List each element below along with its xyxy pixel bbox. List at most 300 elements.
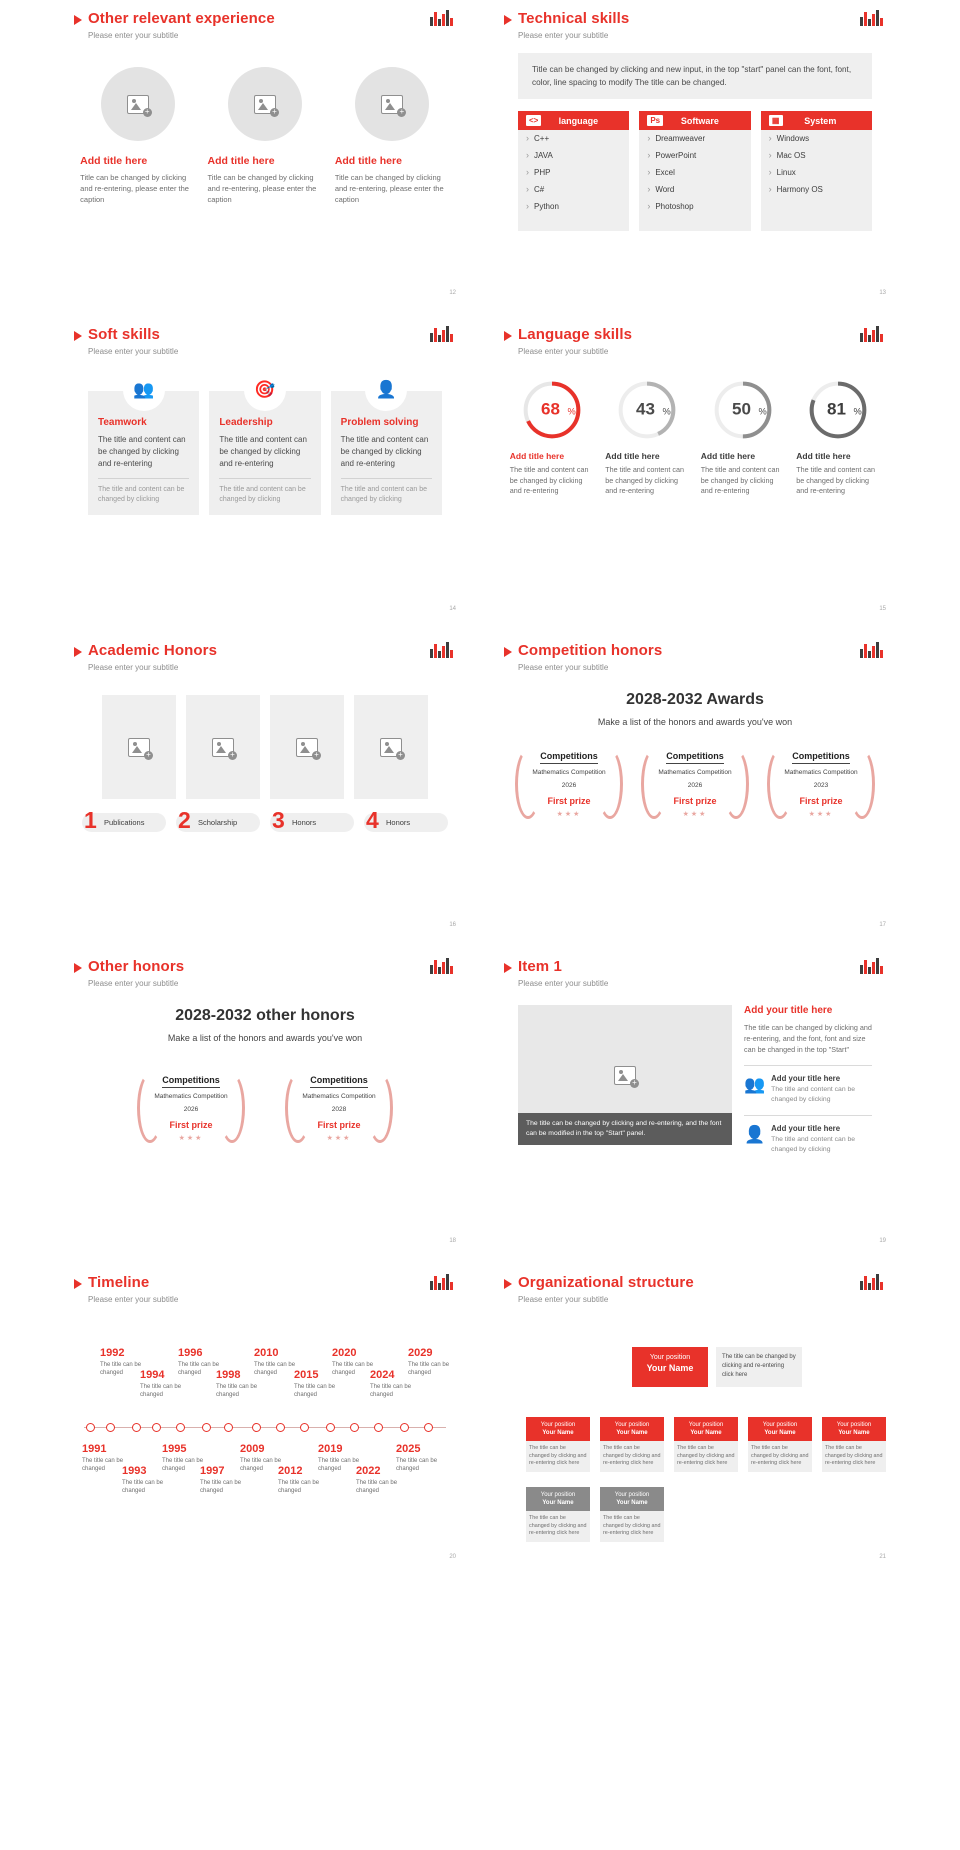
org-body: The title can be changed by clicking and re-entering click here <box>600 1511 664 1542</box>
item-body: The title and content can be changed by clicking and re-entering <box>700 465 780 495</box>
team-icon: 👥 <box>123 369 165 411</box>
org-body: The title can be changed by clicking and re-entering click here <box>526 1511 590 1542</box>
brand-logo-icon <box>860 8 886 26</box>
page-number: 20 <box>449 1554 456 1560</box>
award-badge[interactable] <box>639 743 751 825</box>
column-body: Title can be changed by clicking and re-entering, please enter the caption <box>334 173 444 204</box>
honor-text: Scholarship <box>198 818 238 827</box>
item-heading: Add your title here <box>744 1005 833 1016</box>
svg-text:43: 43 <box>636 399 656 419</box>
language-skill-item[interactable] <box>605 379 689 497</box>
honor-text: Publications <box>104 818 145 827</box>
item-body: The title and content can be changed by clicking and re-entering <box>605 465 684 495</box>
list-item[interactable]: › Photoshop <box>639 198 750 215</box>
triangle-icon <box>504 963 512 973</box>
page-subtitle: Please enter your subtitle <box>88 1295 179 1304</box>
page-subtitle: Please enter your subtitle <box>88 663 179 672</box>
card-body: The title and content can be changed by clicking and re-entering <box>340 435 429 468</box>
org-name: Your Name <box>764 1430 796 1436</box>
image-placeholder[interactable]: + <box>228 67 302 141</box>
brand-logo-icon <box>860 956 886 974</box>
image-placeholder[interactable]: + <box>270 695 344 799</box>
list-item[interactable]: › Harmony OS <box>761 181 872 198</box>
timeline-year: 2010 <box>254 1347 279 1359</box>
org-node[interactable] <box>526 1487 590 1542</box>
svg-text:81: 81 <box>827 399 847 419</box>
soft-skill-card[interactable] <box>331 380 442 515</box>
org-name: Your Name <box>690 1430 722 1436</box>
slide-header <box>74 10 456 41</box>
card-heading: Leadership <box>219 417 273 428</box>
laurel-left-icon <box>285 1073 311 1143</box>
page-title: Technical skills <box>518 10 630 27</box>
triangle-icon <box>74 1279 82 1289</box>
timeline-text: The title can be changed <box>408 1362 450 1376</box>
skill-column-software[interactable] <box>639 111 750 231</box>
timeline-text: The title can be changed <box>370 1384 412 1398</box>
timeline-text: The title can be changed <box>294 1384 336 1398</box>
timeline-year: 2022 <box>356 1465 381 1477</box>
page-number: 18 <box>449 1238 456 1244</box>
timeline-text: The title can be changed <box>122 1480 164 1494</box>
divider <box>98 478 189 479</box>
timeline-year: 2012 <box>278 1465 303 1477</box>
org-name: Your Name <box>838 1430 870 1436</box>
slide-header <box>74 326 456 357</box>
image-placeholder[interactable]: + <box>186 695 260 799</box>
org-head <box>600 1417 664 1441</box>
donut-chart-68 <box>521 379 583 441</box>
org-head <box>748 1417 812 1441</box>
triangle-icon <box>504 1279 512 1289</box>
timeline-text: The title can be changed <box>200 1480 242 1494</box>
slide-item-1[interactable] <box>492 948 898 1250</box>
timeline-node[interactable] <box>300 1423 309 1432</box>
org-name: Your Name <box>646 1363 694 1373</box>
awards-heading: 2028-2032 other honors <box>175 1007 355 1024</box>
page-title: Academic Honors <box>88 642 218 659</box>
image-placeholder[interactable]: + <box>355 67 429 141</box>
image-placeholder[interactable]: + <box>102 695 176 799</box>
svg-text:%: % <box>662 406 672 417</box>
brand-logo-icon <box>430 8 456 26</box>
timeline-year: 1994 <box>140 1369 165 1381</box>
note-box: Title can be changed by clicking and new input, in the top "start" panel can the font, font, color, line spacing to modify The title can be changed. <box>518 53 872 99</box>
image-placeholder[interactable]: + The title can be changed by clicking and re-entering, and the font can be modified in the top "Start" panel. <box>518 1005 732 1145</box>
org-position: Your position <box>688 1422 724 1428</box>
brand-logo-icon <box>430 640 456 658</box>
page-number: 21 <box>879 1554 886 1560</box>
org-position: Your position <box>649 1354 691 1361</box>
award-year: 2028 <box>331 1105 347 1113</box>
column-heading: Add title here <box>80 155 148 167</box>
award-prize: First prize <box>547 795 591 806</box>
org-position: Your position <box>762 1422 798 1428</box>
org-position: Your position <box>614 1492 650 1498</box>
page-subtitle: Please enter your subtitle <box>88 31 179 40</box>
timeline-year: 1991 <box>82 1443 107 1455</box>
column-header <box>639 111 750 130</box>
svg-text:%: % <box>853 406 863 417</box>
timeline-year: 2015 <box>294 1369 319 1381</box>
language-skill-item[interactable] <box>701 379 785 497</box>
item-heading: Add title here <box>700 451 756 461</box>
org-head <box>600 1487 664 1511</box>
honor-number: 4 <box>366 807 379 833</box>
item-body: The title can be changed by clicking and re-entering, and the font, font and size can be changed in the top "Start" <box>744 1023 872 1054</box>
page-title: Other honors <box>88 958 185 975</box>
slide-competition-honors[interactable] <box>492 632 898 934</box>
award-title: Competitions <box>540 751 598 764</box>
list-item[interactable]: › C++ <box>518 130 629 147</box>
page-subtitle: Please enter your subtitle <box>88 979 179 988</box>
slide-header <box>74 958 456 989</box>
timeline-text: The title can be changed <box>254 1362 296 1376</box>
slide-soft-skills[interactable] <box>62 316 468 618</box>
timeline-year: 1992 <box>100 1347 125 1359</box>
list-item[interactable]: › Dreamweaver <box>639 130 750 147</box>
leader-icon: 🎯 <box>244 369 286 411</box>
org-body: The title can be changed by clicking and re-entering click here <box>600 1441 664 1472</box>
slide-organizational-structure[interactable] <box>492 1264 898 1566</box>
donut-chart-50 <box>712 379 774 441</box>
column-heading: Add title here <box>207 155 275 167</box>
page-number: 12 <box>449 290 456 296</box>
list-item[interactable]: › JAVA <box>518 147 629 164</box>
page-number: 15 <box>879 606 886 612</box>
org-node[interactable] <box>526 1417 590 1472</box>
page-number: 16 <box>449 922 456 928</box>
timeline-text: The title can be changed <box>278 1480 320 1494</box>
honor-text: Honors <box>386 818 411 827</box>
page-title: Competition honors <box>518 642 663 659</box>
laurel-right-icon <box>219 1073 245 1143</box>
award-detail: Mathematics Competition <box>784 768 858 776</box>
column-body: Title can be changed by clicking and re-entering, please enter the caption <box>80 173 189 204</box>
award-detail: Mathematics Competition <box>532 768 606 776</box>
laurel-right-icon <box>597 749 623 819</box>
language-skill-item[interactable] <box>510 379 594 497</box>
award-title: Competitions <box>162 1075 220 1088</box>
timeline-node[interactable] <box>326 1423 335 1432</box>
card-small-text: The title and content can be changed by clicking <box>219 486 306 503</box>
page-title: Organizational structure <box>518 1274 694 1291</box>
detail-item[interactable] <box>744 1065 872 1105</box>
detail-heading: Add your title here <box>771 1074 841 1083</box>
svg-text:68: 68 <box>540 399 560 419</box>
card-small-text: The title and content can be changed by clicking <box>340 486 428 503</box>
org-name: Your Name <box>542 1500 574 1506</box>
page-number: 19 <box>879 1238 886 1244</box>
column-header <box>761 111 872 130</box>
laurel-left-icon <box>641 749 667 819</box>
column-label: language <box>558 115 599 126</box>
timeline-node[interactable] <box>224 1423 233 1432</box>
column-body: Title can be changed by clicking and re-entering, please enter the caption <box>207 173 317 204</box>
timeline-year: 1997 <box>200 1465 225 1477</box>
timeline-node[interactable] <box>106 1423 115 1432</box>
list-item[interactable]: › C# <box>518 181 629 198</box>
timeline-node[interactable] <box>276 1423 285 1432</box>
awards-heading: 2028-2032 Awards <box>626 691 764 708</box>
page-subtitle: Please enter your subtitle <box>518 1295 609 1304</box>
slide-other-honors[interactable] <box>62 948 468 1250</box>
award-year: 2026 <box>561 781 577 789</box>
award-detail: Mathematics Competition <box>658 768 732 776</box>
slide-timeline[interactable] <box>62 1264 468 1566</box>
honor-label[interactable] <box>364 807 448 833</box>
org-name: Your Name <box>616 1500 648 1506</box>
timeline-text: The title can be changed <box>318 1458 360 1472</box>
list-item[interactable]: › Word <box>639 181 750 198</box>
skill-column-language[interactable] <box>518 111 629 231</box>
timeline-node[interactable] <box>424 1423 433 1432</box>
timeline-year: 2019 <box>318 1443 343 1455</box>
timeline-node[interactable] <box>350 1423 359 1432</box>
page-title: Timeline <box>88 1274 150 1291</box>
column-label: System <box>804 115 837 126</box>
org-body: The title can be changed by clicking and re-entering click here <box>748 1441 812 1472</box>
timeline-node[interactable] <box>176 1423 185 1432</box>
item-heading: Add title here <box>796 451 851 461</box>
item-heading: Add title here <box>605 451 660 461</box>
timeline-year: 2025 <box>396 1443 421 1455</box>
honor-label[interactable] <box>82 807 166 833</box>
brand-logo-icon <box>430 1272 456 1290</box>
org-position: Your position <box>540 1492 576 1498</box>
award-badge[interactable] <box>283 1067 395 1149</box>
page-number: 17 <box>879 922 886 928</box>
award-detail: Mathematics Competition <box>154 1092 228 1100</box>
award-prize: First prize <box>799 795 843 806</box>
image-placeholder[interactable]: + <box>101 67 175 141</box>
org-name: Your Name <box>616 1430 648 1436</box>
timeline-node[interactable] <box>86 1423 95 1432</box>
org-node[interactable] <box>600 1487 664 1542</box>
slide-header <box>504 1274 886 1305</box>
award-badge[interactable] <box>135 1067 247 1149</box>
item-body: The title and content can be changed by clicking and re-entering <box>509 465 589 495</box>
triangle-icon <box>504 331 512 341</box>
item-body: The title and content can be changed by clicking and re-entering <box>796 465 875 495</box>
timeline-node[interactable] <box>202 1423 211 1432</box>
honor-number: 3 <box>272 807 285 833</box>
detail-heading: Add your title here <box>771 1124 841 1133</box>
award-title: Competitions <box>666 751 724 764</box>
timeline-year: 2029 <box>408 1347 433 1359</box>
experience-column[interactable] <box>207 67 322 205</box>
org-position: Your position <box>540 1422 576 1428</box>
experience-column[interactable] <box>80 67 195 205</box>
list-item[interactable]: › PHP <box>518 164 629 181</box>
divider <box>219 478 310 479</box>
svg-text:%: % <box>567 406 576 417</box>
org-head <box>526 1417 590 1441</box>
slide-header <box>504 326 886 357</box>
honor-number: 1 <box>84 807 97 833</box>
org-node[interactable] <box>748 1417 812 1472</box>
soft-skill-card[interactable] <box>209 380 320 515</box>
timeline-year: 2009 <box>240 1443 265 1455</box>
org-body: The title can be changed by clicking and re-entering click here <box>526 1441 590 1472</box>
detail-body: The title and content can be changed by clicking <box>771 1086 856 1103</box>
award-badge[interactable] <box>765 743 877 825</box>
page-subtitle: Please enter your subtitle <box>518 979 609 988</box>
org-head <box>526 1487 590 1511</box>
page-title: Language skills <box>518 326 633 343</box>
org-node[interactable] <box>674 1417 738 1472</box>
honor-label[interactable] <box>176 807 260 833</box>
slide-header <box>504 958 886 989</box>
users-icon: 👥 <box>744 1075 766 1094</box>
detail-item[interactable] <box>744 1115 872 1155</box>
list-item[interactable]: › Python <box>518 198 629 215</box>
triangle-icon <box>74 963 82 973</box>
slide-header <box>504 10 886 41</box>
brand-logo-icon <box>860 640 886 658</box>
timeline-text: The title can be changed <box>82 1458 124 1472</box>
list-item[interactable]: › Linux <box>761 164 872 181</box>
timeline-year: 1996 <box>178 1347 203 1359</box>
org-body: The title can be changed by clicking and re-entering click here <box>674 1441 738 1472</box>
timeline-text: The title can be changed <box>240 1458 282 1472</box>
org-node[interactable] <box>822 1417 886 1472</box>
triangle-icon <box>504 647 512 657</box>
award-detail: Mathematics Competition <box>302 1092 376 1100</box>
org-position: Your position <box>836 1422 872 1428</box>
laurel-right-icon <box>849 749 875 819</box>
page-number: 14 <box>449 606 456 612</box>
page-subtitle: Please enter your subtitle <box>518 663 609 672</box>
timeline-year: 1998 <box>216 1369 241 1381</box>
page-subtitle: Please enter your subtitle <box>88 347 179 356</box>
award-prize: First prize <box>169 1119 213 1130</box>
laurel-right-icon <box>367 1073 393 1143</box>
org-node[interactable] <box>600 1417 664 1472</box>
timeline-year: 1995 <box>162 1443 187 1455</box>
code-icon: <> <box>526 115 541 126</box>
triangle-icon <box>74 647 82 657</box>
windows-icon: ▦ <box>769 115 783 126</box>
award-year: 2026 <box>183 1105 199 1113</box>
user-icon: 👤 <box>744 1125 766 1144</box>
list-item[interactable]: › Windows <box>761 130 872 147</box>
column-header <box>518 111 629 130</box>
page-subtitle: Please enter your subtitle <box>518 31 609 40</box>
org-head <box>822 1417 886 1441</box>
timeline-year: 1993 <box>122 1465 147 1477</box>
timeline-node[interactable] <box>132 1423 141 1432</box>
list-item[interactable]: › Mac OS <box>761 147 872 164</box>
laurel-left-icon <box>515 749 541 819</box>
timeline-item[interactable] <box>396 1443 448 1473</box>
card-heading: Problem solving <box>340 417 419 428</box>
awards-subheading: Make a list of the honors and awards you've won <box>597 717 793 727</box>
award-prize: First prize <box>673 795 717 806</box>
stars-icon: ★★★ <box>808 810 834 818</box>
slide-header <box>74 642 456 673</box>
laurel-right-icon <box>723 749 749 819</box>
triangle-icon <box>74 15 82 25</box>
list-item[interactable]: › Excel <box>639 164 750 181</box>
timeline <box>74 1331 456 1531</box>
language-skill-item[interactable] <box>796 379 880 497</box>
slide-other-relevant-experience[interactable] <box>62 0 468 302</box>
stars-icon: ★★★ <box>326 1134 352 1142</box>
timeline-year: 2024 <box>370 1369 395 1381</box>
honor-number: 2 <box>178 807 191 833</box>
org-body: The title can be changed by clicking and re-entering click here <box>822 1441 886 1472</box>
triangle-icon <box>74 331 82 341</box>
slide-header <box>504 642 886 673</box>
donut-chart-43 <box>616 379 678 441</box>
problem-icon: 👤 <box>365 369 407 411</box>
timeline-node[interactable] <box>252 1423 261 1432</box>
soft-skill-card[interactable] <box>88 380 199 515</box>
org-root-node[interactable] <box>632 1347 708 1387</box>
slide-technical-skills[interactable] <box>492 0 898 302</box>
column-label: Software <box>680 115 719 126</box>
org-note: The title can be changed by clicking and re-entering click here <box>716 1347 802 1387</box>
org-chart <box>504 1321 886 1536</box>
org-head <box>674 1417 738 1441</box>
timeline-node[interactable] <box>400 1423 409 1432</box>
honor-text: Honors <box>292 818 317 827</box>
page-number: 13 <box>879 290 886 296</box>
brand-logo-icon <box>430 324 456 342</box>
timeline-text: The title can be changed <box>216 1384 258 1398</box>
page-subtitle: Please enter your subtitle <box>518 347 609 356</box>
detail-body: The title and content can be changed by clicking <box>771 1136 856 1153</box>
timeline-text: The title can be changed <box>332 1362 374 1376</box>
timeline-node[interactable] <box>374 1423 383 1432</box>
timeline-text: The title can be changed <box>356 1480 398 1494</box>
list-item[interactable]: › PowerPoint <box>639 147 750 164</box>
card-heading: Teamwork <box>98 417 147 428</box>
brand-logo-icon <box>860 1272 886 1290</box>
divider <box>341 478 432 479</box>
slide-language-skills[interactable] <box>492 316 898 618</box>
svg-text:50: 50 <box>731 399 751 419</box>
svg-text:%: % <box>758 406 767 417</box>
image-caption: The title can be changed by clicking and re-entering, and the font can be modified in the top "Start" panel. <box>518 1113 732 1145</box>
card-small-text: The title and content can be changed by clicking <box>98 486 185 503</box>
honor-label[interactable] <box>270 807 354 833</box>
page-title: Other relevant experience <box>88 10 275 27</box>
brand-logo-icon <box>860 324 886 342</box>
award-title: Competitions <box>792 751 850 764</box>
slide-academic-honors[interactable] <box>62 632 468 934</box>
stars-icon: ★★★ <box>556 810 582 818</box>
timeline-year: 2020 <box>332 1347 357 1359</box>
laurel-left-icon <box>137 1073 163 1143</box>
award-badge[interactable] <box>513 743 625 825</box>
award-prize: First prize <box>317 1119 361 1130</box>
timeline-node[interactable] <box>152 1423 161 1432</box>
experience-column[interactable] <box>335 67 450 205</box>
skill-column-system[interactable] <box>761 111 872 231</box>
stars-icon: ★★★ <box>178 1134 204 1142</box>
photoshop-icon: Ps <box>647 115 663 126</box>
awards-subheading: Make a list of the honors and awards you've won <box>167 1033 363 1043</box>
page-title: Item 1 <box>518 958 562 975</box>
image-placeholder[interactable]: + <box>354 695 428 799</box>
item-heading: Add title here <box>509 451 565 461</box>
timeline-text: The title can be changed <box>396 1458 438 1472</box>
column-heading: Add title here <box>334 155 402 167</box>
timeline-item[interactable] <box>408 1347 460 1377</box>
award-title: Competitions <box>310 1075 368 1088</box>
